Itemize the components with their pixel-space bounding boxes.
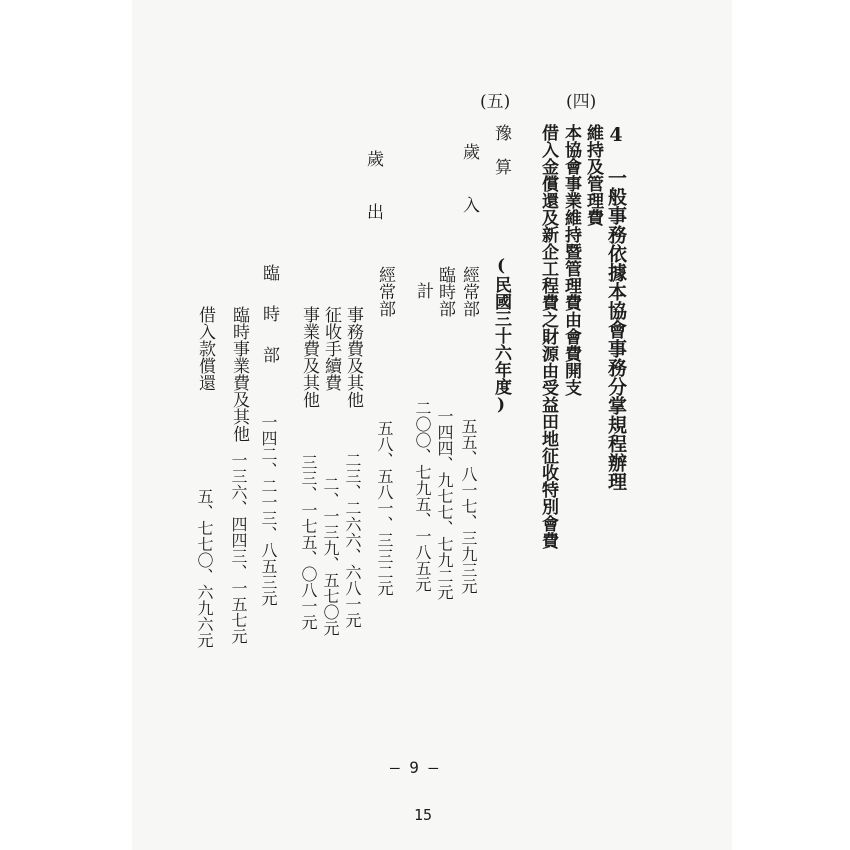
- revenue-temporary-label: 臨時部: [435, 266, 455, 317]
- expenditure-item-label: 事務費及其他: [343, 306, 363, 408]
- item4-line1: 4 一般事務依據本協會事務分掌規程辦理: [605, 124, 627, 491]
- expenditure-temporary-label: 臨時部: [259, 264, 279, 387]
- revenue-ordinary-amount: 五五、八一七、三九三元: [459, 418, 478, 594]
- item4-line2: 維持及管理費: [583, 124, 603, 226]
- revenue-label: 歲入: [459, 143, 479, 249]
- item4-line4: 借入金償還及新企工程費之財源由受益田地征收特別會費: [538, 124, 558, 549]
- section-marker-five: (五): [480, 92, 511, 112]
- expenditure-label: 歲出: [363, 150, 383, 256]
- budget-year: (民國三十六年度): [491, 256, 511, 415]
- expenditure-ordinary-amount: 五八、五八一、三三二元: [375, 420, 394, 596]
- revenue-temporary-amount: 一四四、九七七、七九二元: [435, 408, 454, 600]
- expenditure-item-amount: 二三、二六六、六八一元: [343, 452, 362, 628]
- expenditure-temporary-item-label: 臨時事業費及其他: [229, 306, 249, 442]
- page-number: 15: [414, 806, 433, 824]
- expenditure-item-label: 征收手續費: [321, 306, 341, 391]
- page-marker: — 9 —: [390, 758, 439, 777]
- section-marker-four: (四): [566, 92, 597, 112]
- expenditure-temporary-item-amount: 一三六、四四三、一五七元: [229, 452, 248, 644]
- expenditure-temporary-item-label: 借入款償還: [195, 306, 215, 391]
- expenditure-temporary-item-amount: 五、七七〇、六九六元: [195, 488, 214, 648]
- budget-title: 豫 算: [491, 124, 511, 175]
- revenue-ordinary-label: 經常部: [459, 266, 479, 317]
- expenditure-item-amount: 三三、一七五、〇八一元: [299, 454, 318, 630]
- revenue-total-label: 計: [413, 282, 433, 299]
- expenditure-temporary-amount: 一四二、二一三、八五三元: [259, 414, 278, 606]
- document-page: [132, 0, 732, 850]
- revenue-total-amount: 二〇〇、七九五、一八五元: [413, 400, 432, 592]
- item4-line3: 本協會事業維持暨管理費由會費開支: [561, 124, 581, 396]
- expenditure-item-amount: 二、一三九、五七〇元: [321, 476, 340, 636]
- expenditure-item-label: 事業費及其他: [299, 306, 319, 408]
- expenditure-ordinary-label: 經常部: [375, 266, 395, 317]
